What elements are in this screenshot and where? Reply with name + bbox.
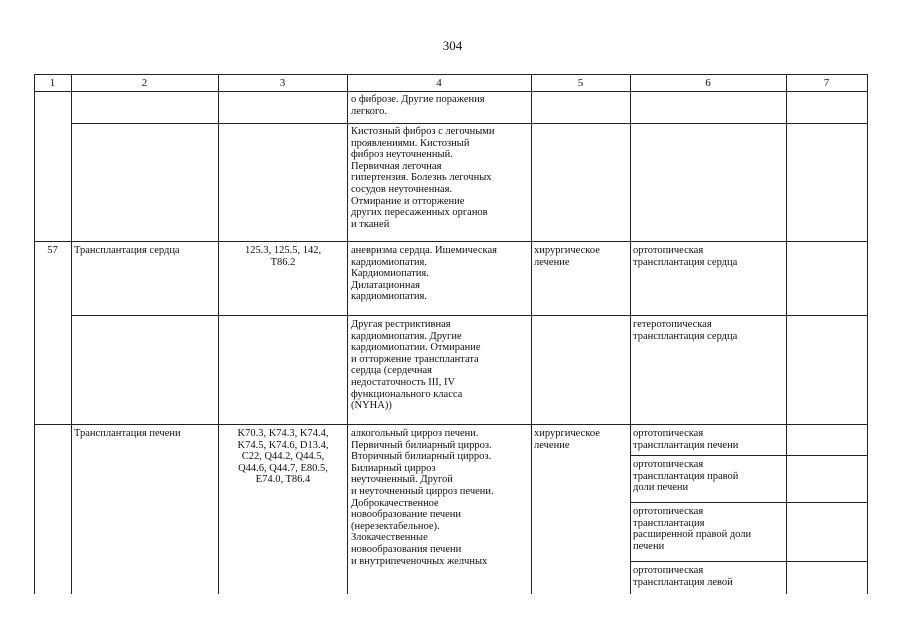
column-header-2: 2	[141, 77, 148, 89]
row-number: 57	[47, 245, 58, 256]
treatment-method: ортотопическая трансплантация печени	[633, 428, 739, 451]
icd-codes: K70.3, K74.3, K74.4, K74.5, K74.6, D13.4, C22, Q44.2, Q44.5, Q44.6, Q44.7, E80.5, E74.0, T86.4	[237, 428, 329, 486]
treatment-method: ортотопическая трансплантация сердца	[633, 245, 738, 268]
treatment-method: ортотопическая трансплантация правой доли печени	[633, 459, 739, 494]
diagnosis-cell: алкогольный цирроз печени. Первичный билиарный цирроз. Вторичный билиарный цирроз. Билиарный цирроз неуточненный. Другой и неуточненный цирроз печени. Доброкачественное новообразование печени (нерезектабельное). Злокачественные новообразования печени и внутрипеченочных желчных	[351, 428, 494, 567]
procedure-name: Трансплантация печени	[74, 428, 181, 439]
procedure-name: Трансплантация сердца	[74, 245, 180, 256]
column-header-3: 3	[279, 77, 286, 89]
page-number: 304	[442, 38, 463, 53]
diagnosis-cell: Другая рестриктивная кардиомиопатия. Другие кардиомиопатии. Отмирание и отторжение трансплантата сердца (сердечная недостаточность III, IV функционального класса (NYHA))	[351, 319, 481, 412]
diagnosis-cell: о фиброзе. Другие поражения легкого.	[351, 94, 485, 117]
diagnosis-cell: аневризма сердца. Ишемическая кардиомиопатия. Кардиомиопатия. Дилатационная кардиомиопатия.	[351, 245, 497, 303]
treatment-type: хирургическое лечение	[534, 428, 600, 451]
column-header-7: 7	[823, 77, 830, 89]
column-header-4: 4	[436, 77, 442, 89]
treatment-type: хирургическое лечение	[534, 245, 600, 268]
diagnosis-cell: Кистозный фиброз с легочными проявлениями. Кистозный фиброз неуточненный. Первичная легочная гипертензия. Болезнь легочных сосудов неуточненная. Отмирание и отторжение других пересаженных органов и тканей	[351, 126, 495, 230]
treatment-method: гетеротопическая трансплантация сердца	[633, 319, 738, 342]
column-header-6: 6	[705, 77, 711, 89]
column-header-1: 1	[49, 77, 56, 89]
column-header-5: 5	[577, 77, 584, 89]
treatment-method: ортотопическая трансплантация левой	[633, 565, 733, 588]
treatment-method: ортотопическая трансплантация расширенной правой доли печени	[633, 506, 752, 552]
icd-codes: 125.3, 125.5, 142, T86.2	[244, 245, 322, 268]
